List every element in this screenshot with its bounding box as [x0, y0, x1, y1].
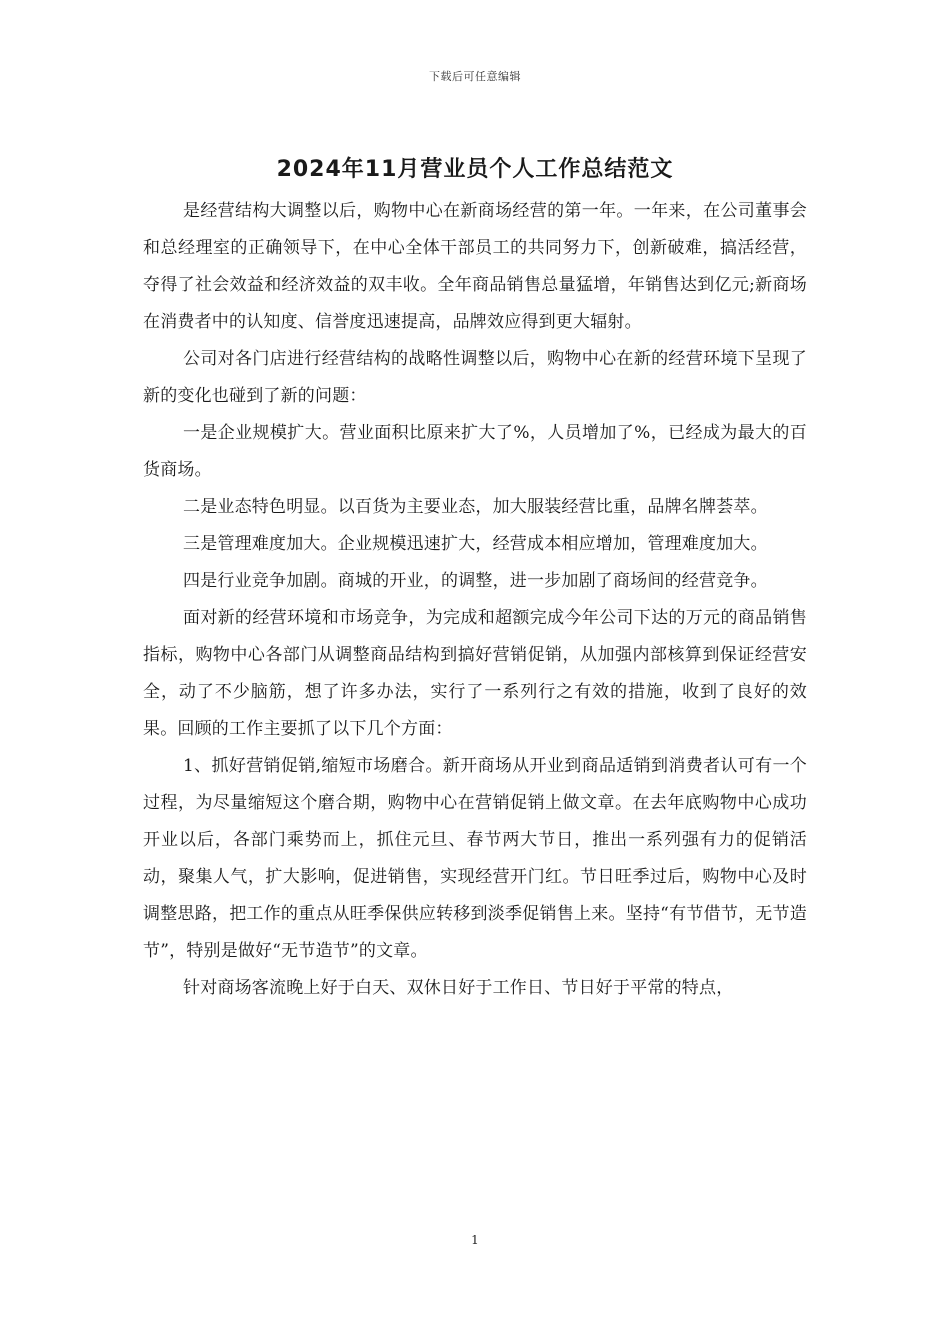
paragraph: 面对新的经营环境和市场竞争，为完成和超额完成今年公司下达的万元的商品销售指标，购物中心各部门从调整商品结构到搞好营销促销，从加强内部核算到保证经营安全，动了不少脑筋，想了许多办法，实行了一系列行之有效的措施，收到了良好的效果。回顾的工作主要抓了以下几个方面：: [143, 608, 807, 739]
page-header-note: 下载后可任意编辑: [429, 70, 521, 83]
paragraph: 三是管理难度加大。企业规模迅速扩大，经营成本相应增加，管理难度加大。: [183, 534, 768, 554]
paragraph: 二是业态特色明显。以百货为主要业态，加大服装经营比重，品牌名牌荟萃。: [183, 497, 768, 517]
paragraph: 公司对各门店进行经营结构的战略性调整以后，购物中心在新的经营环境下呈现了新的变化也碰到了新的问题：: [143, 349, 807, 406]
document-body: [143, 193, 807, 1007]
paragraph: 是经营结构大调整以后，购物中心在新商场经营的第一年。一年来，在公司董事会和总经理室的正确领导下，在中心全体干部员工的共同努力下，创新破难，搞活经营，夺得了社会效益和经济效益的双丰收。全年商品销售总量猛增，年销售达到亿元;新商场在消费者中的认知度、信誉度迅速提高，品牌效应得到更大辐射。: [143, 201, 807, 332]
document-title: 2024年11月营业员个人工作总结范文: [276, 157, 674, 182]
paragraph: 1、抓好营销促销,缩短市场磨合。新开商场从开业到商品适销到消费者认可有一个过程，为尽量缩短这个磨合期，购物中心在营销促销上做文章。在去年底购物中心成功开业以后，各部门乘势而上，抓住元旦、春节两大节日，推出一系列强有力的促销活动，聚集人气，扩大影响，促进销售，实现经营开门红。节日旺季过后，购物中心及时调整思路，把工作的重点从旺季保供应转移到淡季促销售上来。坚持“有节借节，无节造节”，特别是做好“无节造节”的文章。: [143, 756, 807, 961]
paragraph: 四是行业竞争加剧。商城的开业，的调整，进一步加剧了商场间的经营竞争。: [183, 571, 768, 591]
paragraph: 针对商场客流晚上好于白天、双休日好于工作日、节日好于平常的特点，: [183, 978, 734, 998]
paragraph: 一是企业规模扩大。营业面积比原来扩大了%，人员增加了%，已经成为最大的百货商场。: [143, 423, 807, 480]
page-number: 1: [471, 1233, 479, 1247]
